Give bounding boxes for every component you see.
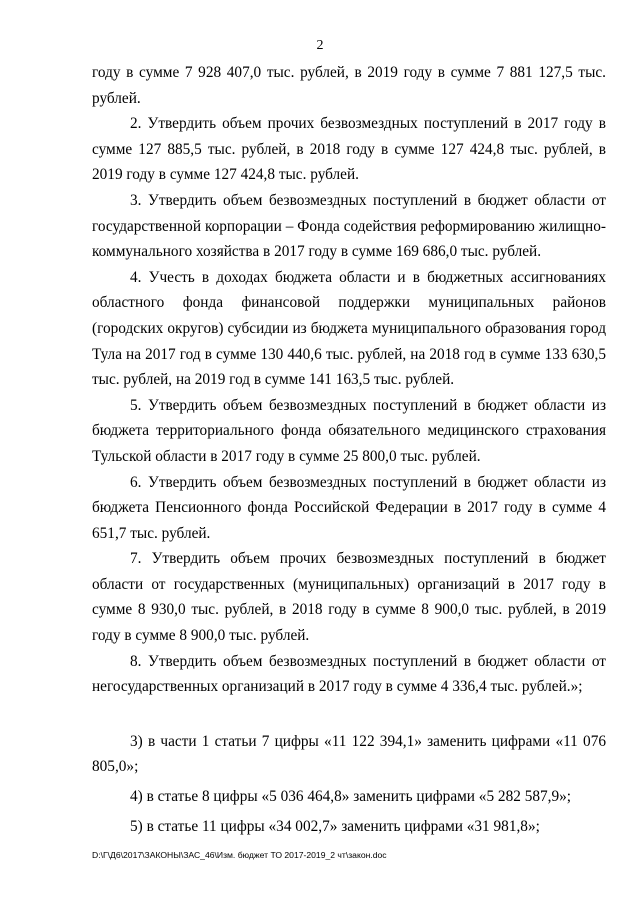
paragraph-item-6: 6. Утвердить объем безвозмездных поступлений в бюджет области из бюджета Пенсионного фонда Российской Федерации в 2017 году в сумме 4 651,7 тыс. рублей. [92, 473, 606, 542]
document-body [92, 60, 606, 839]
file-path-footer: D:\Г\Д6\2017\ЗАКОНЫ\ЗАС_46\Изм. бюджет ТО 2017-2019_2 чт\закон.doc [92, 850, 387, 860]
paragraph-item-8: 8. Утвердить объем безвозмездных поступлений в бюджет области от негосударственных организаций в 2017 году в сумме 4 336,4 тыс. рублей.»; [92, 652, 606, 696]
paragraph-item-5: 5. Утвердить объем безвозмездных поступлений в бюджет области из бюджета территориального фонда обязательного медицинского страхования Тульской области в 2017 году в сумме 25 800,0 тыс. рублей. [92, 396, 606, 465]
paragraph-item-7: 7. Утвердить объем прочих безвозмездных поступлений в бюджет области от государственных (муниципальных) организаций в 2017 году в сумме 8 930,0 тыс. рублей, в 2018 году в сумме 8 900,0 тыс. рублей, в 2019 году в сумме 8 900,0 тыс. рублей. [92, 550, 606, 645]
paragraph-item-2: 2. Утвердить объем прочих безвозмездных поступлений в 2017 году в сумме 127 885,5 тыс. рублей, в 2018 году в сумме 127 424,8 тыс. рублей, в 2019 году в сумме 127 424,8 тыс. рублей. [92, 115, 606, 184]
paragraph-item-3: 3. Утвердить объем безвозмездных поступлений в бюджет области от государственной корпорации – Фонда содействия реформированию жилищно-коммунального хозяйства в 2017 году в сумме 169 686,0 тыс. рублей. [92, 191, 606, 261]
paragraph-continuation: году в сумме 7 928 407,0 тыс. рублей, в 2019 году в сумме 7 881 127,5 тыс. рублей. [92, 64, 606, 107]
amendment-item-4: 4) в статье 8 цифры «5 036 464,8» заменить цифрами «5 282 587,9»; [130, 788, 572, 806]
amendment-item-3: 3) в части 1 статьи 7 цифры «11 122 394,1» заменить цифрами «11 076 805,0»; [92, 732, 606, 776]
paragraph-item-4: 4. Учесть в доходах бюджета области и в бюджетных ассигнованиях областного фонда финансовой поддержки муниципальных районов (городских округов) субсидии из бюджета муниципального образования город Тула на 2017 год в сумме 130 440,6 тыс. рублей, на 2018 год в сумме 133 630,5 тыс. рублей, на 2019 год в сумме 141 163,5 тыс. рублей. [92, 268, 606, 389]
amendment-item-5: 5) в статье 11 цифры «34 002,7» заменить цифрами «31 981,8»; [130, 817, 540, 835]
page-number: 2 [316, 38, 324, 53]
